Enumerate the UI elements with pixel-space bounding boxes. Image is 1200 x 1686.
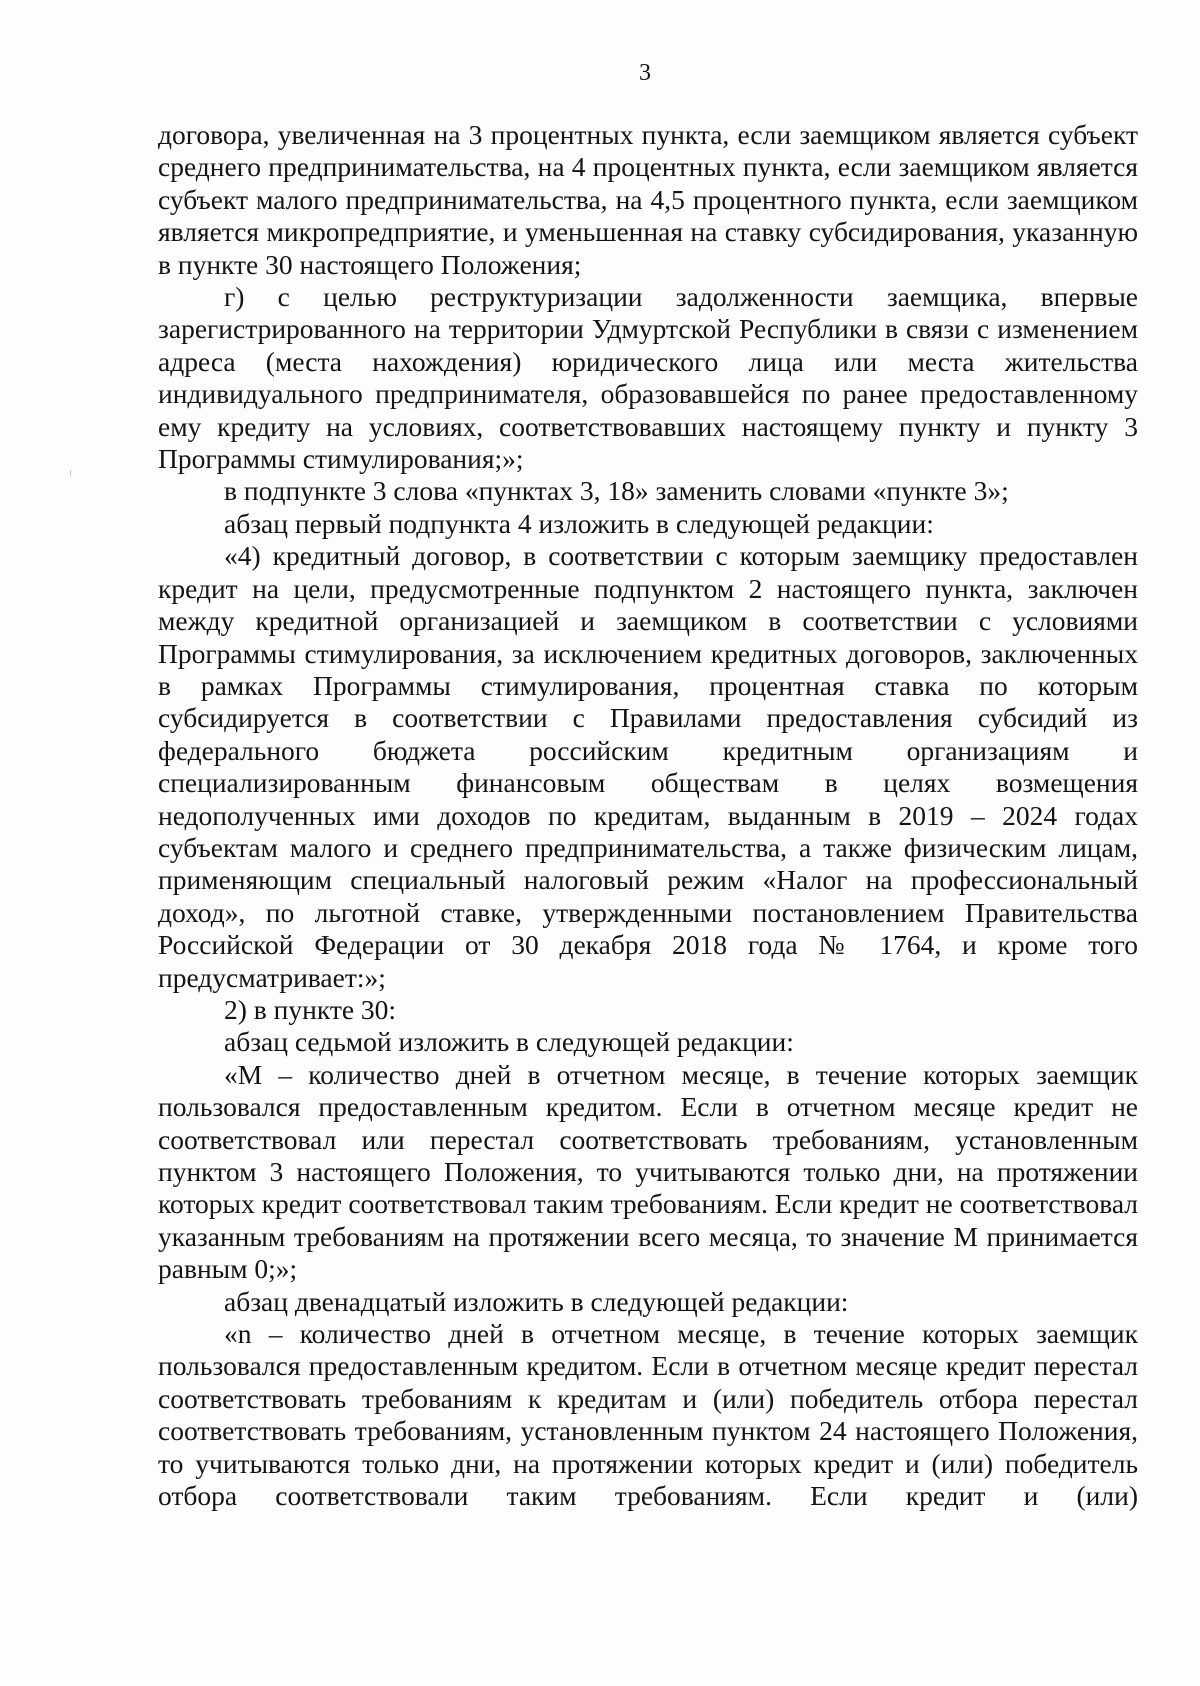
paragraph-amendment-seventh: абзац седьмой изложить в следующей редакции: (224, 1026, 794, 1058)
scan-artifact (70, 470, 71, 476)
paragraph-definition-n: «n – количество дней в отчетном месяце, в течение которых заемщик пользовался предоставленным кредитом. Если в отчетном месяце кредит перестал соответствовать требованиям к кредитам и (или) победитель отбора перестал соответствовать требованиям, установленным пунктом 24 настоящего Положения, то учитываются только дни, на протяжении которых кредит и (или) победитель отбора соответствовали таким требованиям. Если кредит и (или) (158, 1318, 1138, 1512)
paragraph-amendment-twelfth: абзац двенадцатый изложить в следующей редакции: (224, 1285, 849, 1317)
paragraph-subitem-4-text: «4) кредитный договор, в соответствии с которым заемщику предоставлен кредит на цели, предусмотренные подпунктом 2 настоящего пункта, заключен между кредитной организацией и заемщиком в соответствии с условиями Программы стимулирования, за исключением кредитных договоров, заключенных в рамках Программы стимулирования, процентная ставка по которым субсидируется в соответствии с Правилами предоставления субсидий из федерального бюджета российским кредитным организациям и специализированным финансовым обществам в целях возмещения недополученных ими доходов по кредитам, выданным в 2019 – 2024 годах субъектам малого и среднего предпринимательства, а также физическим лицам, применяющим специальный налоговый режим «Налог на профессиональный доход», по льготной ставке, утвержденными постановлением Правительства Российской Федерации от 30 декабря 2018 года № 1764, и кроме того предусматривает:»; (158, 540, 1138, 993)
paragraph-amendment-subitem-3: в подпункте 3 слова «пунктах 3, 18» заменить словами «пункте 3»; (224, 475, 1009, 507)
paragraph-definition-m: «M – количество дней в отчетном месяце, в течение которых заемщик пользовался предоставленным кредитом. Если в отчетном месяце кредит не соответствовал или перестал соответствовать требованиям, установленным пунктом 3 настоящего Положения, то учитываются только дни, на протяжении которых кредит соответствовал таким требованиям. Если кредит не соответствовал указанным требованиям на протяжении всего месяца, то значение M принимается равным 0;»; (158, 1058, 1138, 1285)
paragraph-item-2: 2) в пункте 30: (224, 993, 397, 1025)
document-body (158, 119, 1138, 1512)
paragraph-continuation: договора, увеличенная на 3 процентных пункта, если заемщиком является субъект среднего предпринимательства, на 4 процентных пункта, если заемщиком является субъект малого предпринимательства, на 4,5 процентного пункта, если заемщиком является микропредприятие, и уменьшенная на ставку субсидирования, указанную в пункте 30 настоящего Положения; (158, 119, 1138, 280)
paragraph-amendment-subitem-4-intro: абзац первый подпункта 4 изложить в следующей редакции: (224, 507, 934, 539)
paragraph-subitem-g: г) с целью реструктуризации задолженности заемщика, впервые зарегистрированного на территории Удмуртской Республики в связи с изменением адреса (места нахождения) юридического лица или места жительства индивидуального предпринимателя, образовавшейся по ранее предоставленному ему кредиту на условиях, соответствовавших настоящему пункту и пункту 3 Программы стимулирования;»; (158, 281, 1138, 475)
page-number: 3 (639, 60, 651, 86)
